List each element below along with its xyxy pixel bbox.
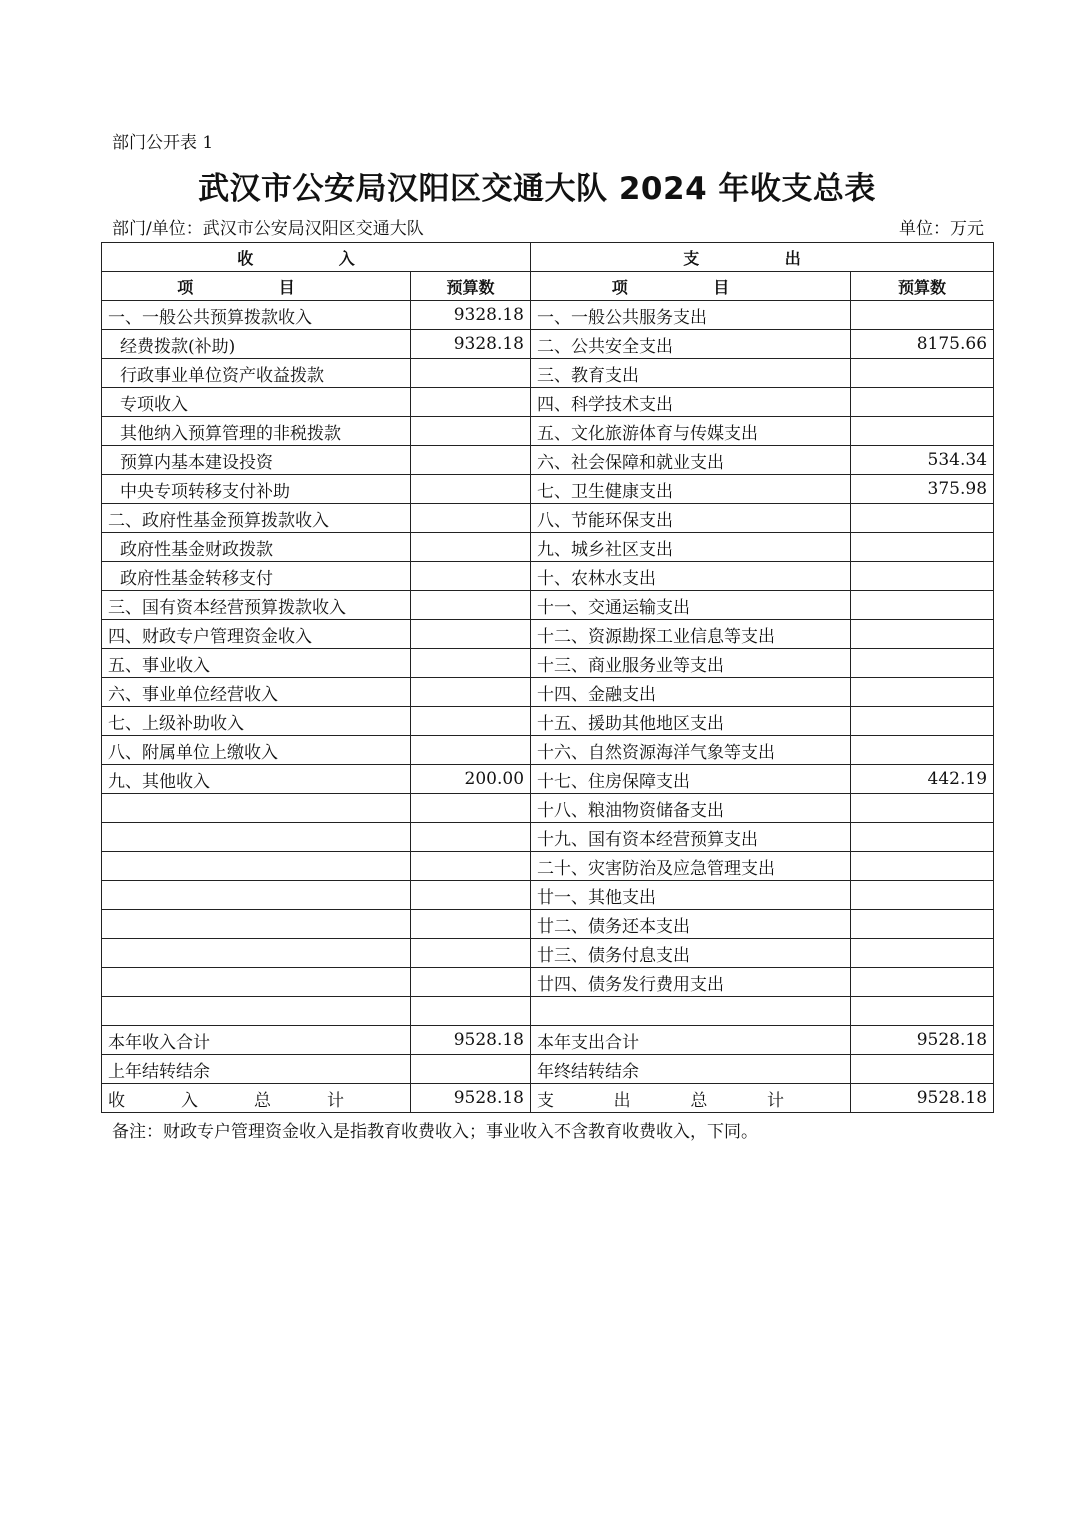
expense-value-cell — [851, 678, 994, 707]
income-item-cell: 政府性基金财政拨款 — [102, 533, 411, 562]
expense-item-cell: 九、城乡社区支出 — [531, 533, 851, 562]
expense-item-cell: 十二、资源勘探工业信息等支出 — [531, 620, 851, 649]
table-row — [102, 475, 994, 504]
expense-value-cell — [851, 910, 994, 939]
table-row — [102, 707, 994, 736]
income-item-cell: 五、事业收入 — [102, 649, 411, 678]
department-label: 部门/单位：武汉市公安局汉阳区交通大队 — [112, 219, 424, 239]
income-value-cell — [411, 562, 531, 591]
income-value-cell — [411, 620, 531, 649]
table-row — [102, 939, 994, 968]
income-value-cell — [411, 968, 531, 997]
income-grand-total-label: 收 入 总 计 — [102, 1084, 411, 1113]
expense-item-cell: 一、一般公共服务支出 — [531, 301, 851, 330]
table-row — [102, 765, 994, 794]
table-row — [102, 446, 994, 475]
table-row — [102, 504, 994, 533]
table-body — [102, 301, 994, 1084]
income-value-cell — [411, 881, 531, 910]
expense-item-cell: 十九、国有资本经营预算支出 — [531, 823, 851, 852]
meta-row — [112, 214, 984, 239]
table-row — [102, 968, 994, 997]
expense-value-cell — [851, 852, 994, 881]
expense-item-cell: 十四、金融支出 — [531, 678, 851, 707]
income-item-cell: 本年收入合计 — [102, 1026, 411, 1055]
expense-item-cell: 二十、灾害防治及应急管理支出 — [531, 852, 851, 881]
expense-item-cell: 四、科学技术支出 — [531, 388, 851, 417]
income-item-cell — [102, 852, 411, 881]
expense-item-cell: 七、卫生健康支出 — [531, 475, 851, 504]
expense-value-cell — [851, 562, 994, 591]
expense-item-cell: 十六、自然资源海洋气象等支出 — [531, 736, 851, 765]
expense-value-cell — [851, 707, 994, 736]
expense-item-cell: 十七、住房保障支出 — [531, 765, 851, 794]
expense-item-cell: 廿三、债务付息支出 — [531, 939, 851, 968]
income-item-cell — [102, 968, 411, 997]
expense-item-cell: 三、教育支出 — [531, 359, 851, 388]
expense-value-cell — [851, 620, 994, 649]
grand-total-row — [102, 1084, 994, 1113]
table-row — [102, 330, 994, 359]
income-value-cell: 9328.18 — [411, 330, 531, 359]
expense-value-cell — [851, 417, 994, 446]
income-value-cell: 9328.18 — [411, 301, 531, 330]
budget-table — [101, 242, 994, 1113]
table-row — [102, 794, 994, 823]
table-row — [102, 591, 994, 620]
expense-item-cell: 十、农林水支出 — [531, 562, 851, 591]
expense-item-cell: 十八、粮油物资储备支出 — [531, 794, 851, 823]
page-title: 武汉市公安局汉阳区交通大队 2024 年收支总表 — [198, 171, 876, 207]
income-grand-total-value: 9528.18 — [411, 1084, 531, 1113]
income-item-cell — [102, 997, 411, 1026]
expense-section-header: 支 出 — [531, 243, 994, 272]
table-row — [102, 417, 994, 446]
income-item-cell: 专项收入 — [102, 388, 411, 417]
income-item-cell: 经费拨款(补助) — [102, 330, 411, 359]
expense-item-cell: 八、节能环保支出 — [531, 504, 851, 533]
income-value-cell — [411, 997, 531, 1026]
table-row — [102, 823, 994, 852]
income-item-cell: 行政事业单位资产收益拨款 — [102, 359, 411, 388]
income-value-cell — [411, 417, 531, 446]
income-item-cell: 三、国有资本经营预算拨款收入 — [102, 591, 411, 620]
table-row — [102, 881, 994, 910]
expense-item-cell: 十五、援助其他地区支出 — [531, 707, 851, 736]
income-value-cell — [411, 736, 531, 765]
income-value-cell — [411, 591, 531, 620]
income-item-header: 项 目 — [102, 272, 411, 301]
expense-value-cell: 9528.18 — [851, 1026, 994, 1055]
expense-grand-total-value: 9528.18 — [851, 1084, 994, 1113]
expense-value-cell — [851, 968, 994, 997]
expense-budget-header: 预算数 — [851, 272, 994, 301]
table-row — [102, 620, 994, 649]
table-row — [102, 533, 994, 562]
income-value-cell — [411, 475, 531, 504]
expense-grand-total-label: 支 出 总 计 — [531, 1084, 851, 1113]
income-value-cell — [411, 649, 531, 678]
expense-value-cell: 8175.66 — [851, 330, 994, 359]
table-row — [102, 301, 994, 330]
income-value-cell — [411, 504, 531, 533]
income-value-cell: 200.00 — [411, 765, 531, 794]
expense-item-cell: 廿二、债务还本支出 — [531, 910, 851, 939]
expense-item-cell: 二、公共安全支出 — [531, 330, 851, 359]
expense-value-cell — [851, 997, 994, 1026]
expense-value-cell — [851, 736, 994, 765]
table-row — [102, 852, 994, 881]
income-section-header: 收 入 — [102, 243, 531, 272]
income-item-cell: 七、上级补助收入 — [102, 707, 411, 736]
income-item-cell: 一、一般公共预算拨款收入 — [102, 301, 411, 330]
table-row — [102, 910, 994, 939]
expense-value-cell — [851, 388, 994, 417]
expense-value-cell — [851, 504, 994, 533]
income-value-cell — [411, 678, 531, 707]
income-item-cell: 其他纳入预算管理的非税拨款 — [102, 417, 411, 446]
expense-value-cell: 534.34 — [851, 446, 994, 475]
expense-value-cell — [851, 823, 994, 852]
income-value-cell — [411, 446, 531, 475]
expense-item-cell: 六、社会保障和就业支出 — [531, 446, 851, 475]
expense-item-cell: 本年支出合计 — [531, 1026, 851, 1055]
expense-value-cell — [851, 301, 994, 330]
income-item-cell — [102, 939, 411, 968]
income-item-cell — [102, 881, 411, 910]
income-value-cell — [411, 823, 531, 852]
income-value-cell — [411, 910, 531, 939]
expense-value-cell — [851, 794, 994, 823]
table-row — [102, 1055, 994, 1084]
income-item-cell — [102, 910, 411, 939]
income-budget-header: 预算数 — [411, 272, 531, 301]
table-row — [102, 359, 994, 388]
section-header-row — [102, 243, 994, 272]
document-label: 部门公开表 1 — [112, 133, 214, 153]
expense-item-cell — [531, 997, 851, 1026]
expense-item-cell: 廿一、其他支出 — [531, 881, 851, 910]
table-row — [102, 649, 994, 678]
income-item-cell: 预算内基本建设投资 — [102, 446, 411, 475]
income-value-cell — [411, 852, 531, 881]
income-value-cell — [411, 1055, 531, 1084]
expense-item-cell: 十一、交通运输支出 — [531, 591, 851, 620]
income-item-cell — [102, 794, 411, 823]
expense-item-cell: 五、文化旅游体育与传媒支出 — [531, 417, 851, 446]
expense-item-cell: 年终结转结余 — [531, 1055, 851, 1084]
income-value-cell — [411, 388, 531, 417]
table-row — [102, 678, 994, 707]
expense-value-cell: 375.98 — [851, 475, 994, 504]
income-item-cell: 八、附属单位上缴收入 — [102, 736, 411, 765]
table-row — [102, 736, 994, 765]
expense-value-cell — [851, 1055, 994, 1084]
expense-value-cell — [851, 939, 994, 968]
income-item-cell: 中央专项转移支付补助 — [102, 475, 411, 504]
table-row — [102, 997, 994, 1026]
expense-value-cell — [851, 881, 994, 910]
income-item-cell: 政府性基金转移支付 — [102, 562, 411, 591]
income-value-cell — [411, 533, 531, 562]
income-value-cell: 9528.18 — [411, 1026, 531, 1055]
table-row — [102, 1026, 994, 1055]
income-value-cell — [411, 707, 531, 736]
table-row — [102, 562, 994, 591]
income-value-cell — [411, 794, 531, 823]
income-item-cell: 二、政府性基金预算拨款收入 — [102, 504, 411, 533]
expense-value-cell — [851, 533, 994, 562]
footnote: 备注：财政专户管理资金收入是指教育收费收入；事业收入不含教育收费收入，下同。 — [112, 1122, 758, 1142]
income-value-cell — [411, 939, 531, 968]
table-row — [102, 388, 994, 417]
income-item-cell: 九、其他收入 — [102, 765, 411, 794]
expense-value-cell — [851, 649, 994, 678]
income-value-cell — [411, 359, 531, 388]
expense-value-cell: 442.19 — [851, 765, 994, 794]
unit-label: 单位：万元 — [899, 219, 984, 239]
expense-item-cell: 廿四、债务发行费用支出 — [531, 968, 851, 997]
income-item-cell: 四、财政专户管理资金收入 — [102, 620, 411, 649]
income-item-cell: 六、事业单位经营收入 — [102, 678, 411, 707]
expense-item-cell: 十三、商业服务业等支出 — [531, 649, 851, 678]
income-item-cell: 上年结转结余 — [102, 1055, 411, 1084]
column-header-row — [102, 272, 994, 301]
income-item-cell — [102, 823, 411, 852]
expense-item-header: 项 目 — [531, 272, 851, 301]
expense-value-cell — [851, 591, 994, 620]
expense-value-cell — [851, 359, 994, 388]
